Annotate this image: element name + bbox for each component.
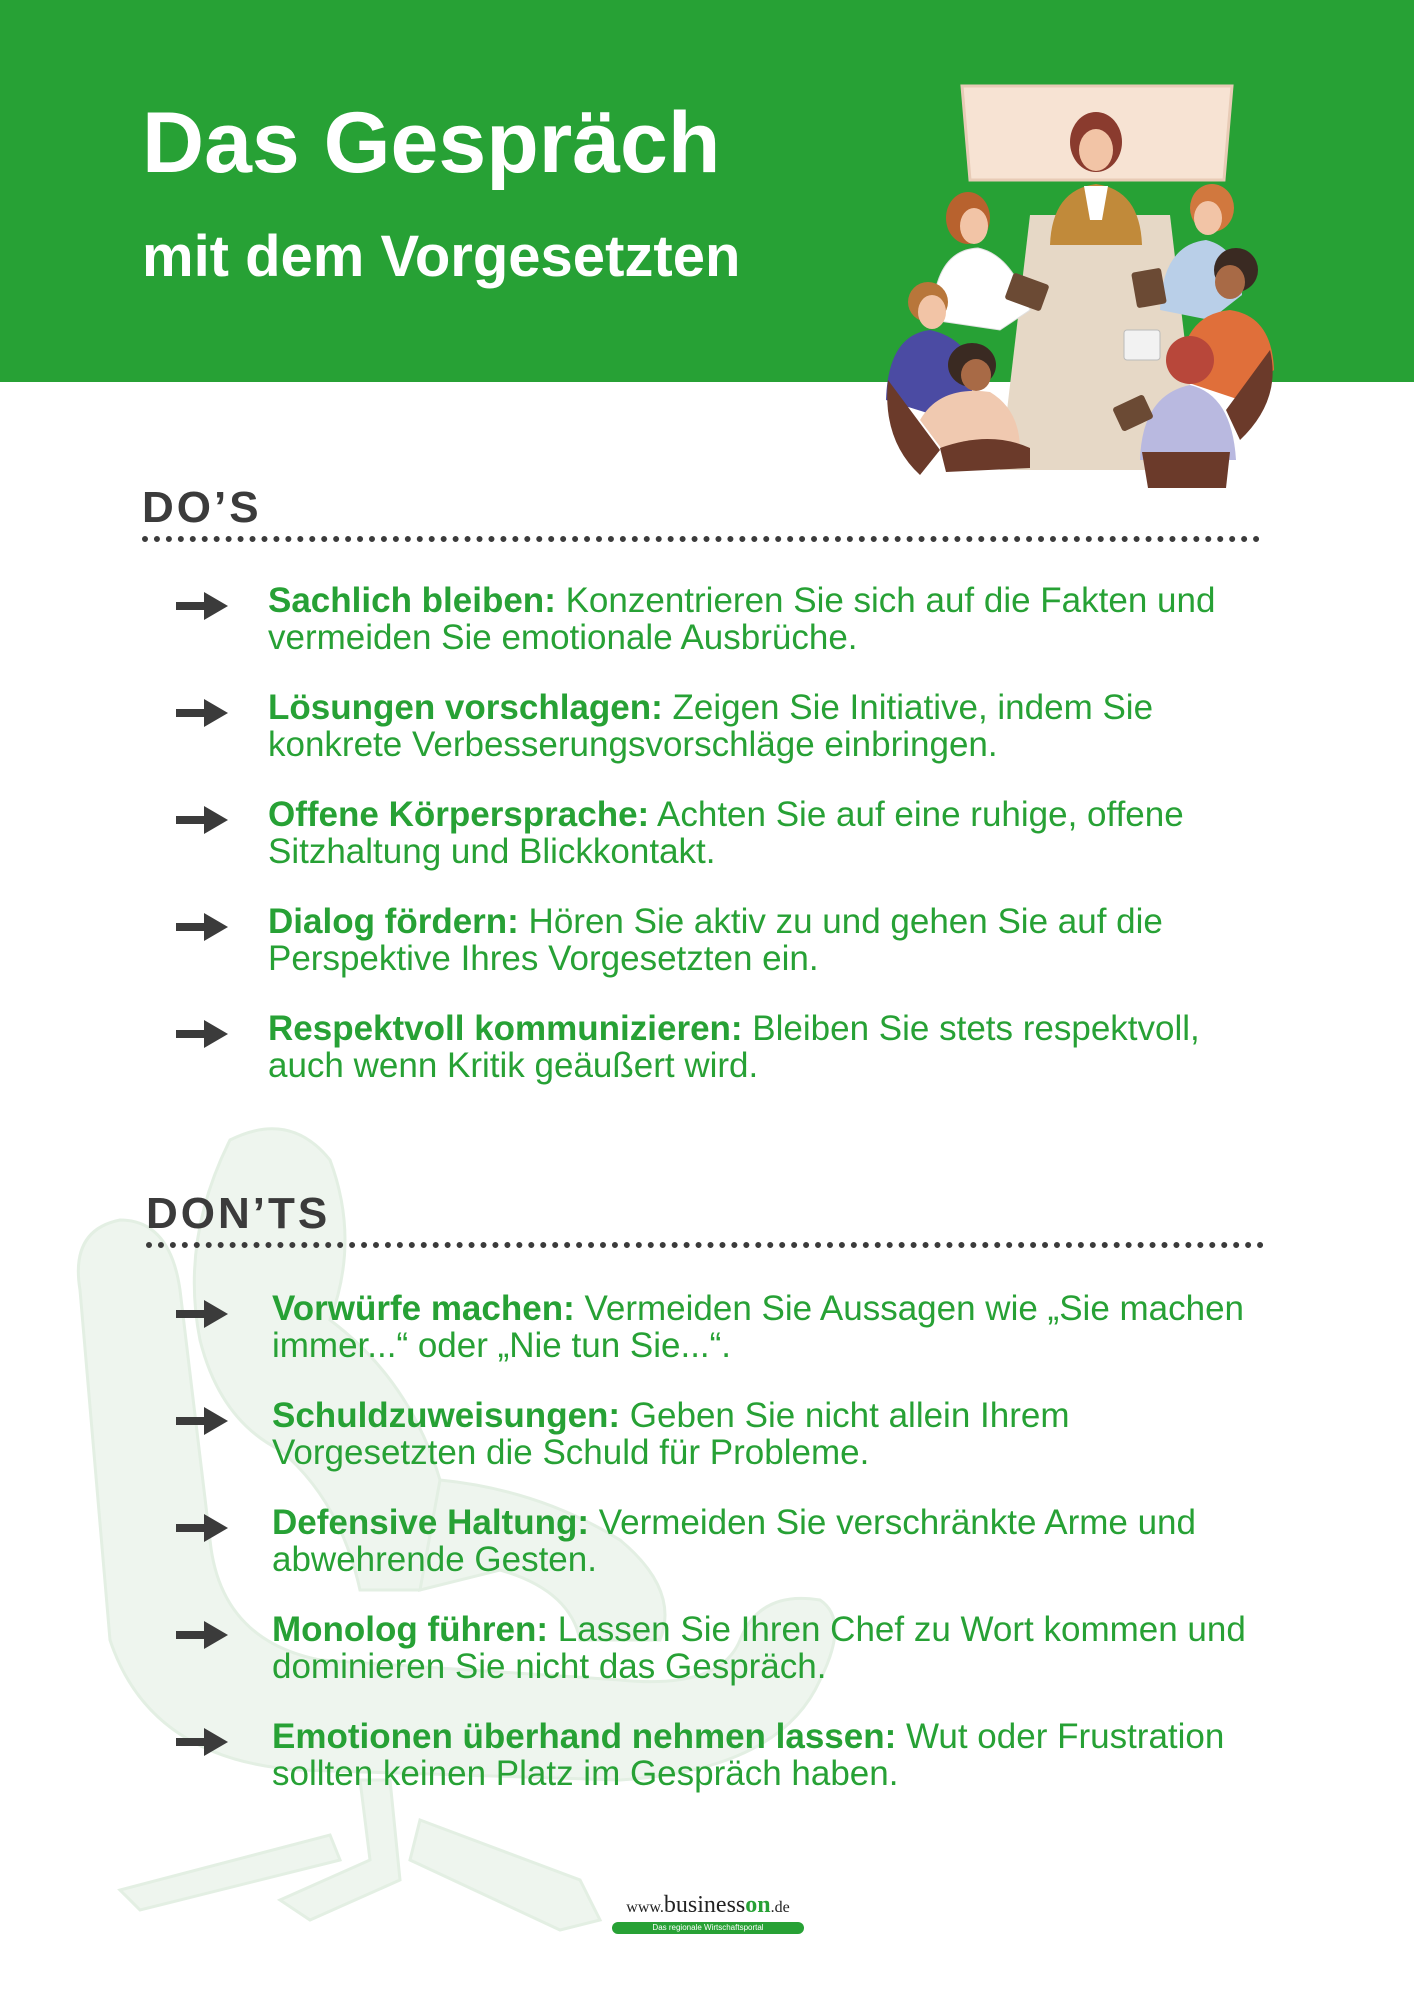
item-description: Achten Sie auf eine ruhige, offene Sitzhaltung und Blickkontakt.: [268, 795, 1184, 871]
donts-heading: DON’TS: [146, 1189, 331, 1238]
item-description: Lassen Sie Ihren Chef zu Wort kommen und dominieren Sie nicht das Gespräch.: [272, 1610, 1246, 1686]
item-description: Hören Sie aktiv zu und gehen Sie auf die Perspektive Ihres Vorgesetzten ein.: [268, 902, 1163, 978]
item-description: Bleiben Sie stets respektvoll, auch wenn Kritik geäußert wird.: [268, 1009, 1200, 1085]
arrow-right-icon: [176, 592, 228, 620]
logo-on: on: [745, 1892, 771, 1918]
item-description: Geben Sie nicht allein Ihrem Vorgesetzten die Schuld für Probleme.: [272, 1396, 1070, 1472]
arrow-right-icon: [176, 1514, 228, 1542]
donts-item-text: [272, 1504, 1272, 1578]
item-title: Dialog fördern:: [268, 902, 519, 941]
page-title: Das Gespräch: [142, 95, 721, 191]
arrow-right-icon: [176, 1621, 228, 1649]
donts-item-text: [272, 1611, 1272, 1685]
item-title: Defensive Haltung:: [272, 1503, 589, 1542]
item-title: Emotionen überhand nehmen lassen:: [272, 1717, 897, 1756]
arrow-right-icon: [176, 1407, 228, 1435]
item-title: Monolog führen:: [272, 1610, 549, 1649]
donts-item-text: [272, 1290, 1272, 1364]
arrow-right-icon: [176, 913, 228, 941]
dos-item-text: [268, 689, 1268, 763]
item-title: Sachlich bleiben:: [268, 581, 556, 620]
logo-wordmark: [610, 1892, 806, 1919]
donts-divider: [146, 1242, 1264, 1248]
dos-heading: DO’S: [142, 483, 262, 532]
dos-item-text: [268, 582, 1268, 656]
page-subtitle: mit dem Vorgesetzten: [142, 224, 741, 289]
item-title: Lösungen vorschlagen:: [268, 688, 663, 727]
item-title: Vorwürfe machen:: [272, 1289, 575, 1328]
logo-www: www.: [626, 1899, 664, 1916]
arrow-right-icon: [176, 1728, 228, 1756]
arrow-right-icon: [176, 1020, 228, 1048]
arrow-right-icon: [176, 699, 228, 727]
item-description: Vermeiden Sie Aussagen wie „Sie machen immer...“ oder „Nie tun Sie...“.: [272, 1289, 1245, 1365]
dos-item-text: [268, 1010, 1268, 1084]
item-title: Offene Körpersprache:: [268, 795, 650, 834]
item-description: Wut oder Frustration sollten keinen Platz im Gespräch haben.: [272, 1717, 1225, 1793]
item-description: Konzentrieren Sie sich auf die Fakten und vermeiden Sie emotionale Ausbrüche.: [268, 581, 1216, 657]
dos-item-text: [268, 903, 1268, 977]
logo-de: .de: [770, 1899, 790, 1916]
donts-item-text: [272, 1718, 1272, 1792]
donts-item-text: [272, 1397, 1272, 1471]
meeting-table-illustration: [880, 80, 1280, 500]
dos-item-text: [268, 796, 1268, 870]
businesson-logo: [610, 1892, 806, 1936]
item-title: Schuldzuweisungen:: [272, 1396, 621, 1435]
item-description: Zeigen Sie Initiative, indem Sie konkrete Verbesserungsvorschläge einbringen.: [268, 688, 1154, 764]
arrow-right-icon: [176, 1300, 228, 1328]
arrow-right-icon: [176, 806, 228, 834]
logo-business: business: [663, 1892, 746, 1918]
item-title: Respektvoll kommunizieren:: [268, 1009, 743, 1048]
item-description: Vermeiden Sie verschränkte Arme und abwehrende Gesten.: [272, 1503, 1196, 1579]
logo-tagline: Das regionale Wirtschaftsportal: [612, 1922, 804, 1934]
dos-divider: [142, 536, 1260, 542]
